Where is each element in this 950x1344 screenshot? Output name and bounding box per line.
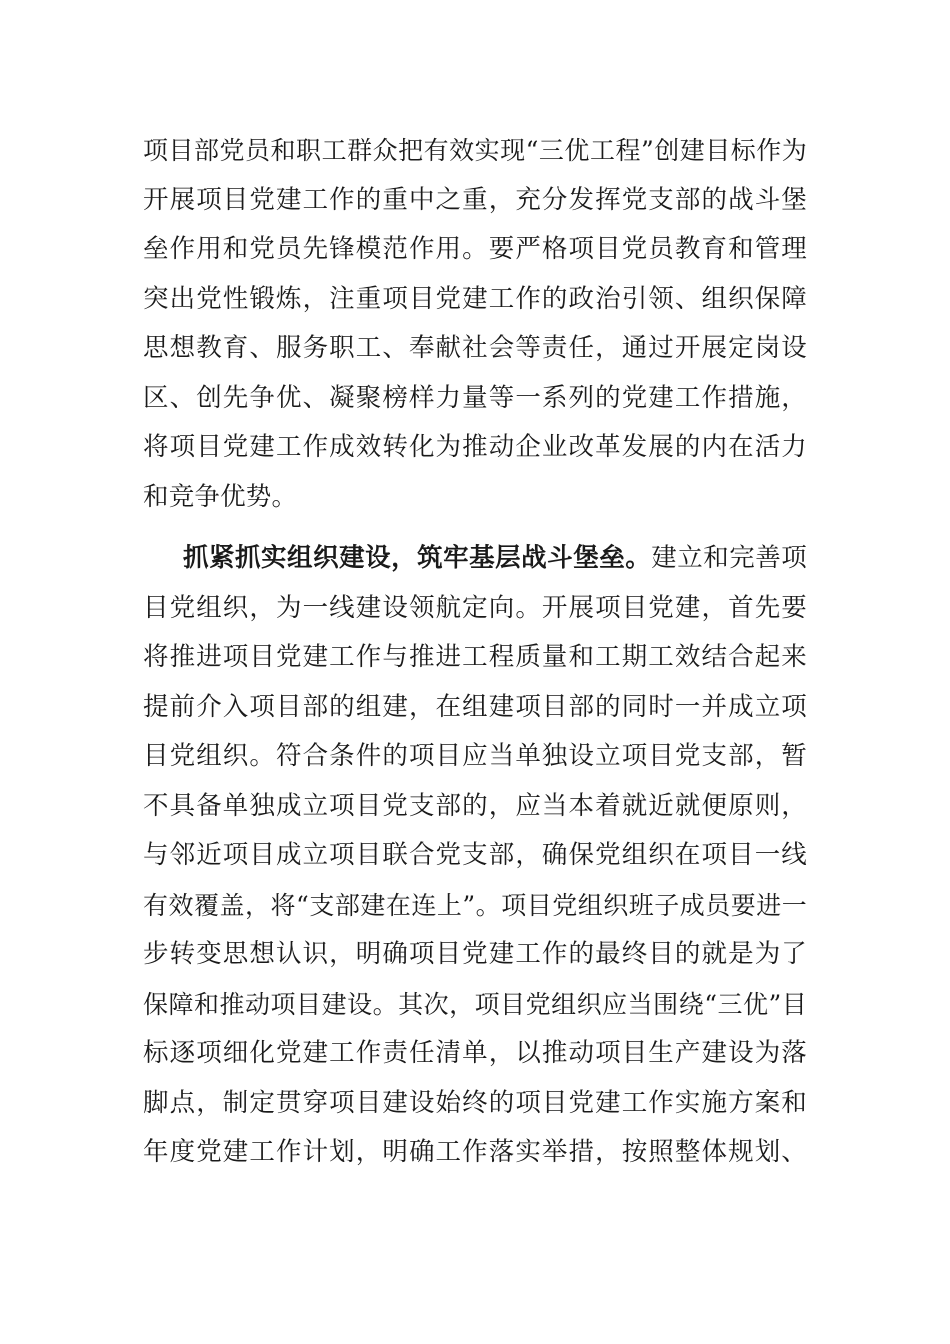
first-line-text: 建立和完善项 [651, 543, 807, 573]
paragraph-line: 思想教育、服务职工、奉献社会等责任，通过开展定岗设 [143, 333, 807, 363]
paragraph-line: 开展项目党建工作的重中之重，充分发挥党支部的战斗堡 [143, 184, 807, 215]
paragraph-line: 有效覆盖，将“支部建在连上”。项目党组织班子成员要进一 [143, 890, 807, 920]
paragraph-1 [143, 126, 807, 522]
paragraph-line: 项目部党员和职工群众把有效实现“三优工程”创建目标作为 [143, 136, 807, 165]
paragraph-line: 将推进项目党建工作与推进工程质量和工期工效结合起来 [143, 642, 807, 672]
section-heading: 抓紧抓实组织建设，筑牢基层战斗堡垒。 [183, 543, 652, 573]
paragraph-line: 将项目党建工作成效转化为推动企业改革发展的内在活力 [143, 432, 807, 462]
paragraph-line: 突出党性锻炼，注重项目党建工作的政治引领、组织保障 [143, 283, 807, 314]
paragraph-line: 目党组织，为一线建设领航定向。开展项目党建，首先要 [143, 592, 807, 623]
paragraph-line: 提前介入项目部的组建，在组建项目部的同时一并成立项 [143, 691, 807, 722]
paragraph-line: 和竞争优势。 [143, 481, 298, 512]
paragraph-line: 脚点，制定贯穿项目建设始终的项目党建工作实施方案和 [143, 1087, 807, 1118]
paragraph-line: 不具备单独成立项目党支部的，应当本着就近就便原则， [143, 790, 807, 821]
paragraph-line: 区、创先争优、凝聚榜样力量等一系列的党建工作措施， [143, 382, 807, 413]
paragraph-first-line [143, 534, 807, 584]
paragraph-line: 垒作用和党员先锋模范作用。要严格项目党员教育和管理 [143, 234, 807, 264]
paragraph-line: 保障和推动项目建设。其次，项目党组织应当围绕“三优”目 [143, 989, 807, 1019]
paragraph-2 [143, 534, 807, 1178]
paragraph-line: 目党组织。符合条件的项目应当单独设立项目党支部，暂 [143, 741, 807, 771]
paragraph-line: 标逐项细化党建工作责任清单，以推动项目生产建设为落 [143, 1038, 807, 1068]
paragraph-line: 步转变思想认识，明确项目党建工作的最终目的就是为了 [143, 939, 807, 969]
document-page [143, 126, 807, 1178]
paragraph-line: 年度党建工作计划，明确工作落实举措，按照整体规划、 [143, 1137, 807, 1167]
paragraph-line: 与邻近项目成立项目联合党支部，确保党组织在项目一线 [143, 840, 807, 870]
